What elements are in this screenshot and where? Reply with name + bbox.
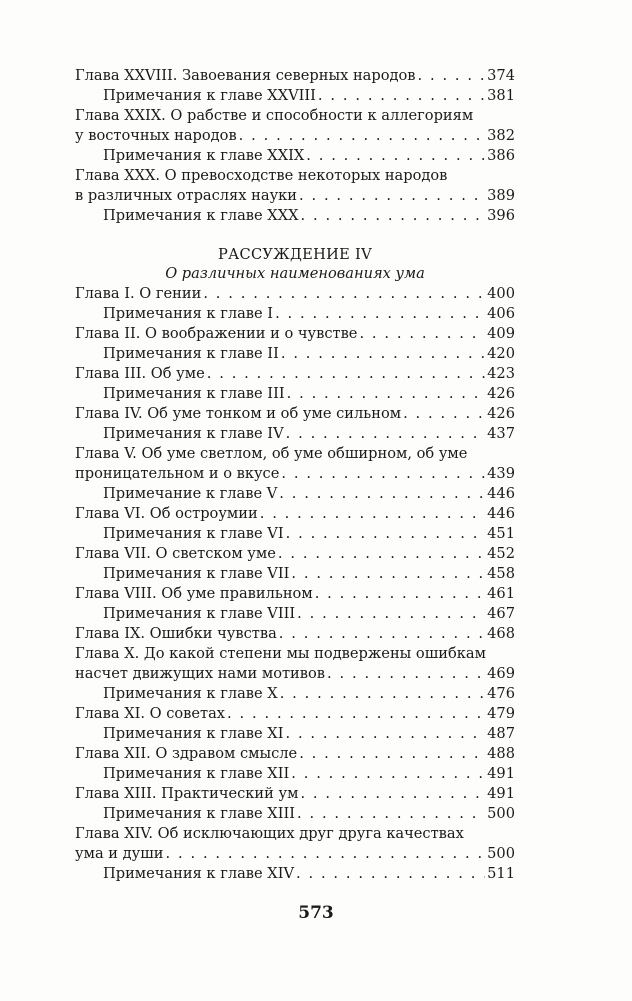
toc-entry-notes (75, 524, 515, 544)
toc-entry-row (75, 584, 515, 604)
toc-entry-page: 467 (487, 605, 515, 622)
toc-entry-row (75, 304, 515, 324)
toc-entry-row (75, 504, 515, 524)
toc-entry-row (75, 604, 515, 624)
dot-leader (166, 844, 486, 864)
toc-entry-title: Примечания к главе X (103, 685, 278, 702)
dot-leader (291, 564, 485, 584)
toc-entry-chapter (75, 644, 515, 684)
toc-entry-title: Примечания к главе IV (103, 425, 284, 442)
toc-entry-title: Примечания к главе III (103, 385, 285, 402)
toc-entry-page: 479 (487, 705, 515, 722)
toc-entry-row (75, 664, 515, 684)
toc-entry-notes (75, 424, 515, 444)
toc-entry-row (75, 126, 515, 146)
toc-entry-row (75, 424, 515, 444)
toc-entry-row (75, 384, 515, 404)
toc-entry-page: 458 (487, 565, 515, 582)
toc-entry-chapter (75, 624, 515, 644)
dot-leader (227, 704, 485, 724)
toc-entry-title: Глава I. О гении (75, 285, 202, 302)
toc-entry-row (75, 684, 515, 704)
toc-entry-row (75, 844, 515, 864)
toc-entry-title: Глава XI. О советах (75, 705, 226, 722)
toc-entry-chapter (75, 444, 515, 484)
toc-part-a (75, 66, 515, 226)
toc-entry-notes (75, 484, 515, 504)
toc-entry-row (75, 784, 515, 804)
toc-entry-page: 374 (487, 67, 515, 84)
dot-leader (299, 186, 485, 206)
toc-entry-row (75, 146, 515, 166)
toc-entry-page: 511 (487, 865, 515, 882)
dot-leader (281, 464, 485, 484)
toc-entry-notes (75, 86, 515, 106)
toc-entry-notes (75, 564, 515, 584)
dot-leader (403, 404, 485, 424)
toc-entry-notes (75, 304, 515, 324)
toc-entry-notes (75, 146, 515, 166)
dot-leader (203, 284, 485, 304)
toc-entry-notes (75, 604, 515, 624)
dot-leader (300, 206, 485, 226)
dot-leader (275, 304, 485, 324)
toc-entry-row (75, 404, 515, 424)
toc-entry-title: Глава III. Об уме (75, 365, 205, 382)
toc-entry-page: 488 (487, 745, 515, 762)
toc-entry-page: 461 (487, 585, 515, 602)
dot-leader (279, 624, 485, 644)
toc-entry-title: Глава IX. Ошибки чувства (75, 625, 277, 642)
toc-entry-title: Примечания к главе XII (103, 765, 290, 782)
toc-entry-title-line: Глава X. До какой степени мы подвержены ошибкам (75, 645, 486, 662)
dot-leader (281, 344, 485, 364)
toc-entry-title: Глава II. О воображении и о чувстве (75, 325, 358, 342)
toc-entry-page: 500 (487, 845, 515, 862)
dot-leader (239, 126, 485, 146)
toc-entry-page: 468 (487, 625, 515, 642)
toc-entry-title: Глава XII. О здравом смысле (75, 745, 298, 762)
dot-leader (318, 86, 485, 106)
toc-entry-chapter (75, 66, 515, 86)
toc-entry-notes (75, 384, 515, 404)
dot-leader (285, 724, 485, 744)
toc-entry-title: Глава XXVIII. Завоевания северных народов (75, 67, 416, 84)
toc-entry-row (75, 284, 515, 304)
dot-leader (286, 424, 486, 444)
toc-entry-page: 476 (487, 685, 515, 702)
toc-entry-chapter (75, 404, 515, 424)
toc-entry-chapter (75, 544, 515, 564)
dot-leader (315, 584, 485, 604)
toc-entry-chapter (75, 364, 515, 384)
toc-entry-page: 491 (487, 785, 515, 802)
toc-entry-page: 446 (487, 505, 515, 522)
toc-entry-notes (75, 764, 515, 784)
toc-entry-title: Примечание к главе V (103, 485, 278, 502)
toc-entry-title: Примечания к главе XXX (103, 207, 299, 224)
toc-entry-row (75, 344, 515, 364)
dot-leader (359, 324, 485, 344)
toc-entry-page: 446 (487, 485, 515, 502)
dot-leader (300, 784, 485, 804)
section-heading: РАССУЖДЕНИЕ IV (218, 246, 372, 263)
toc-entry-row (75, 564, 515, 584)
dot-leader (280, 684, 485, 704)
toc-entry-page: 409 (487, 325, 515, 342)
toc-entry-row (75, 724, 515, 744)
dot-leader (278, 544, 485, 564)
toc-entry-row (75, 524, 515, 544)
toc-entry-page: 469 (487, 665, 515, 682)
toc-entry-page: 420 (487, 345, 515, 362)
dot-leader (297, 604, 485, 624)
toc-entry-row (75, 704, 515, 724)
toc-entry-title: Примечания к главе II (103, 345, 279, 362)
toc-entry-row (75, 484, 515, 504)
toc-entry-chapter (75, 824, 515, 864)
dot-leader (207, 364, 485, 384)
toc-entry-title: проницательном и о вкусе (75, 465, 280, 482)
toc-entry-chapter (75, 166, 515, 206)
dot-leader (306, 146, 485, 166)
toc-entry-row (75, 744, 515, 764)
toc-entry-notes (75, 206, 515, 226)
toc-entry-row (75, 764, 515, 784)
toc-entry-chapter (75, 584, 515, 604)
toc-entry-page: 491 (487, 765, 515, 782)
toc-entry-page: 400 (487, 285, 515, 302)
toc-entry-row (75, 464, 515, 484)
toc-entry-title-line: Глава V. Об уме светлом, об уме обширном, об уме (75, 445, 468, 462)
toc-entry-title-line: Глава XIV. Об исключающих друг друга качествах (75, 825, 464, 842)
toc-entry-title: Глава XIII. Практический ум (75, 785, 299, 802)
toc-entry-title: в различных отраслях науки (75, 187, 297, 204)
toc-entry-chapter (75, 324, 515, 344)
toc-entry-title: Примечания к главе I (103, 305, 274, 322)
toc-entry-title: ума и души (75, 845, 164, 862)
dot-leader (299, 744, 485, 764)
toc-entry-page: 389 (487, 187, 515, 204)
dot-leader (296, 864, 485, 884)
toc-part-b (75, 284, 515, 884)
table-of-contents (75, 66, 515, 884)
section-subheading: О различных наименованиях ума (165, 265, 425, 282)
toc-entry-chapter (75, 744, 515, 764)
dot-leader (291, 764, 485, 784)
toc-entry-title: Примечания к главе VII (103, 565, 290, 582)
dot-leader (286, 524, 486, 544)
page-number: 573 (298, 903, 334, 923)
toc-entry-page: 451 (487, 525, 515, 542)
dot-leader (287, 384, 486, 404)
toc-entry-row (75, 364, 515, 384)
toc-entry-page: 382 (487, 127, 515, 144)
toc-entry-row (75, 86, 515, 106)
toc-entry-page: 437 (487, 425, 515, 442)
toc-entry-page: 423 (487, 365, 515, 382)
toc-entry-chapter (75, 284, 515, 304)
toc-entry-row (75, 66, 515, 86)
toc-entry-title: Примечания к главе XIV (103, 865, 294, 882)
toc-entry-title: Глава VI. Об остроумии (75, 505, 258, 522)
toc-entry-title: у восточных народов (75, 127, 237, 144)
toc-entry-title: насчет движущих нами мотивов (75, 665, 326, 682)
toc-entry-row (75, 206, 515, 226)
toc-entry-title-line: Глава XXIX. О рабстве и способности к аллегориям (75, 107, 474, 124)
toc-entry-page: 381 (487, 87, 515, 104)
toc-entry-page: 426 (487, 405, 515, 422)
toc-entry-chapter (75, 704, 515, 724)
dot-leader (418, 66, 486, 86)
toc-entry-page: 452 (487, 545, 515, 562)
toc-entry-notes (75, 804, 515, 824)
toc-entry-row (75, 544, 515, 564)
dot-leader (327, 664, 485, 684)
toc-entry-page: 386 (487, 147, 515, 164)
toc-entry-notes (75, 344, 515, 364)
toc-entry-row (75, 324, 515, 344)
toc-entry-notes (75, 724, 515, 744)
toc-entry-page: 406 (487, 305, 515, 322)
toc-entry-title: Примечания к главе VI (103, 525, 284, 542)
toc-entry-title: Примечания к главе XI (103, 725, 284, 742)
toc-entry-chapter (75, 106, 515, 146)
toc-entry-row (75, 804, 515, 824)
toc-entry-title: Глава IV. Об уме тонком и об уме сильном (75, 405, 402, 422)
toc-entry-title: Примечания к главе XXIX (103, 147, 305, 164)
toc-entry-row (75, 624, 515, 644)
toc-entry-page: 396 (487, 207, 515, 224)
toc-entry-row (75, 186, 515, 206)
dot-leader (297, 804, 485, 824)
toc-entry-title: Глава VIII. Об уме правильном (75, 585, 313, 602)
toc-entry-notes (75, 684, 515, 704)
toc-entry-chapter (75, 784, 515, 804)
toc-entry-title: Примечания к главе XIII (103, 805, 295, 822)
toc-entry-title: Примечания к главе VIII (103, 605, 296, 622)
toc-entry-page: 500 (487, 805, 515, 822)
toc-entry-row (75, 864, 515, 884)
toc-entry-page: 439 (487, 465, 515, 482)
dot-leader (279, 484, 485, 504)
toc-entry-title-line: Глава XXX. О превосходстве некоторых народов (75, 167, 448, 184)
toc-entry-page: 426 (487, 385, 515, 402)
toc-entry-page: 487 (487, 725, 515, 742)
toc-entry-title: Примечания к главе XXVIII (103, 87, 316, 104)
dot-leader (260, 504, 485, 524)
toc-entry-title: Глава VII. О светском уме (75, 545, 276, 562)
toc-entry-notes (75, 864, 515, 884)
toc-entry-chapter (75, 504, 515, 524)
